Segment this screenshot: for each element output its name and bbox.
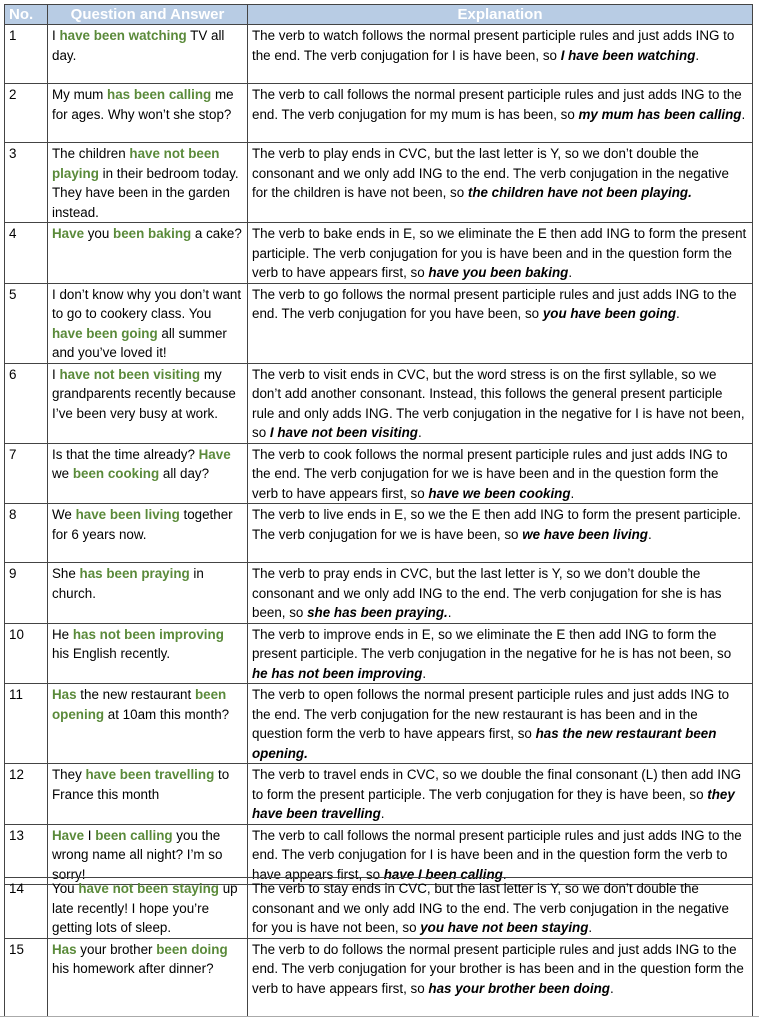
explanation-text: The verb to pray ends in CVC, but the last letter is Y, so we don’t double the consonant and we only add ING to the end. The verb conjugation for she is has been, so xyxy=(252,566,722,620)
explanation-cell xyxy=(248,878,753,939)
verb-answer: has been calling xyxy=(107,87,212,102)
exercise-table xyxy=(4,4,753,885)
question-text: I xyxy=(52,28,60,43)
table-row xyxy=(5,938,753,1016)
question-text: all summer and you’ve loved it! xyxy=(52,325,227,360)
explanation-cell xyxy=(248,84,753,143)
question-text: together for 6 years now. xyxy=(52,507,233,542)
question-text: My mum xyxy=(52,87,108,102)
explanation-cell xyxy=(248,938,753,1016)
table-row xyxy=(5,764,753,825)
explanation-text: . xyxy=(417,425,422,440)
row-number: 14 xyxy=(5,878,48,939)
explanation-answer: we have been living xyxy=(522,526,648,542)
question-text: You xyxy=(52,881,79,896)
table-row xyxy=(5,223,753,284)
verb-answer: been baking xyxy=(113,226,192,241)
verb-answer: Have xyxy=(52,827,85,843)
explanation-text: The verb to call follows the normal present participle rules and just adds ING to the end. The verb conjugation for my mum is has been, so xyxy=(252,87,742,122)
header-question-answer: Question and Answer xyxy=(48,5,248,25)
explanation-text: The verb to improve ends in E, so we eliminate the E then add ING to form the present participle. The verb conjugation in the negative for he is has not been, so xyxy=(252,626,732,661)
row-number: 4 xyxy=(5,223,48,284)
table-row xyxy=(5,563,753,624)
table-row xyxy=(5,504,753,563)
row-number: 11 xyxy=(5,684,48,764)
table-row xyxy=(5,443,753,504)
explanation-text: . xyxy=(422,665,427,681)
explanation-text: . xyxy=(502,866,507,882)
explanation-answer: I have been watching xyxy=(560,47,696,63)
row-number: 9 xyxy=(5,563,48,624)
header-no: No. xyxy=(5,5,48,25)
explanation-text: . xyxy=(568,265,573,280)
question-text: my grandparents recently because I’ve been very busy at work. xyxy=(52,366,236,421)
verb-answer: Has xyxy=(52,941,77,957)
explanation-cell xyxy=(248,283,753,363)
table-row xyxy=(5,363,753,443)
explanation-cell xyxy=(248,363,753,443)
verb-answer: have not been playing xyxy=(52,146,220,181)
row-number: 12 xyxy=(5,764,48,825)
question-answer-cell xyxy=(48,143,248,223)
explanation-text: The verb to cook follows the normal present participle rules and just adds ING to the end. The verb conjugation for we is have been and in the question form the verb to have appears first, so xyxy=(252,446,728,501)
row-number: 3 xyxy=(5,143,48,223)
row-number: 10 xyxy=(5,623,48,684)
explanation-text: The verb to stay ends in CVC, but the last letter is Y, so we don’t double the consonant and we only add ING to the end. The verb conjugation in the negative for you is have not been, so xyxy=(252,881,729,935)
table-row xyxy=(5,143,753,223)
row-number: 7 xyxy=(5,443,48,504)
explanation-answer: have you been baking xyxy=(428,265,569,280)
row-number: 8 xyxy=(5,504,48,563)
explanation-text: The verb to watch follows the normal present participle rules and just adds ING to the end. The verb conjugation for I is have been, so xyxy=(252,28,735,63)
question-answer-cell xyxy=(48,938,248,1016)
explanation-text: The verb to bake ends in E, so we eliminate the E then add ING to form the present participle. The verb conjugation for you is have been and in the question form the verb to have appears first, so xyxy=(252,226,747,280)
explanation-answer: has your brother been doing xyxy=(428,980,610,996)
question-text: They xyxy=(52,767,86,782)
verb-answer: Have xyxy=(52,226,85,241)
explanation-text: The verb to visit ends in CVC, but the word stress is on the first syllable, so we don’t add another consonant. Instead, this follows the general present participle rule and only adds ING. The verb conjugation in the negative for I is have not been, so xyxy=(252,366,745,440)
explanation-answer: he has not been improving xyxy=(252,665,423,681)
question-text: we xyxy=(52,466,73,481)
verb-answer: been calling xyxy=(95,827,173,843)
explanation-cell xyxy=(248,443,753,504)
explanation-answer: she has been praying. xyxy=(307,605,448,620)
row-number: 1 xyxy=(5,25,48,84)
explanation-answer: has the new restaurant been opening. xyxy=(252,726,717,761)
row-number: 6 xyxy=(5,363,48,443)
question-answer-cell xyxy=(48,623,248,684)
row-number: 2 xyxy=(5,84,48,143)
verb-answer: have been watching xyxy=(59,28,187,43)
question-text: We xyxy=(52,507,76,522)
explanation-answer: my mum has been calling xyxy=(578,106,742,122)
table-row xyxy=(5,623,753,684)
explanation-answer: have we been cooking xyxy=(428,485,571,501)
explanation-text: . xyxy=(609,980,614,996)
explanation-text: The verb to call follows the normal present participle rules and just adds ING to the end. The verb conjugation for I is have been and in the question form the verb to have appears first, so xyxy=(252,827,742,882)
question-text: you xyxy=(84,226,114,241)
explanation-cell xyxy=(248,764,753,825)
explanation-cell xyxy=(248,563,753,624)
page-edge-line xyxy=(0,1016,759,1017)
verb-answer: have been travelling xyxy=(85,767,215,782)
verb-answer: been cooking xyxy=(72,466,160,481)
question-answer-cell xyxy=(48,764,248,825)
explanation-text: The verb to go follows the normal present participle rules and just adds ING to the end. The verb conjugation for you have been, so xyxy=(252,286,737,321)
table-row xyxy=(5,25,753,84)
verb-answer: Have xyxy=(198,446,231,462)
explanation-answer: have I been calling xyxy=(383,866,503,882)
header-row xyxy=(5,5,753,25)
explanation-answer: the children have not been playing. xyxy=(467,185,692,200)
question-text: all day? xyxy=(159,466,210,481)
verb-answer: has not been improving xyxy=(72,626,224,642)
question-text: The children xyxy=(52,146,130,161)
question-answer-cell xyxy=(48,84,248,143)
question-answer-cell xyxy=(48,443,248,504)
explanation-text: . xyxy=(380,806,385,821)
verb-answer: has been praying xyxy=(79,566,190,581)
verb-answer: Has xyxy=(52,687,77,702)
question-text: He xyxy=(52,626,73,642)
question-text: in their bedroom today. They have been in the garden instead. xyxy=(52,165,239,220)
question-answer-cell xyxy=(48,283,248,363)
verb-answer: have not been visiting xyxy=(59,366,201,382)
question-answer-cell xyxy=(48,363,248,443)
explanation-text: . xyxy=(447,605,452,620)
explanation-text: . xyxy=(676,306,680,321)
table-row xyxy=(5,84,753,143)
explanation-text: . xyxy=(588,920,593,935)
explanation-text: The verb to live ends in E, so we the E then add ING to form the present participle. The verb conjugation for we is have been, so xyxy=(252,507,742,542)
question-text: his English recently. xyxy=(52,646,171,661)
verb-answer: have been going xyxy=(52,325,158,341)
explanation-text: . xyxy=(570,485,575,501)
verb-answer: been doing xyxy=(156,941,228,957)
verb-answer: have been living xyxy=(75,507,180,522)
row-number: 15 xyxy=(5,938,48,1016)
question-text: I xyxy=(84,827,96,843)
question-text: to France this month xyxy=(52,767,230,802)
question-text: in church. xyxy=(52,566,204,601)
exercise-table-continued xyxy=(4,877,753,1017)
question-text: a cake? xyxy=(191,226,242,241)
question-text: at 10am this month? xyxy=(104,706,230,722)
question-text: She xyxy=(52,566,80,581)
explanation-text: The verb to travel ends in CVC, so we double the final consonant (L) then add ING to form the present participle. The verb conjugation for they is have been, so xyxy=(252,767,742,802)
question-text: I don’t know why you don’t want to go to cookery class. You xyxy=(52,286,242,321)
table-row xyxy=(5,878,753,939)
question-text: I xyxy=(52,366,60,382)
header-explanation: Explanation xyxy=(248,5,753,25)
question-text: me for ages. Why won’t she stop? xyxy=(52,87,234,122)
question-answer-cell xyxy=(48,223,248,284)
question-text: up late recently! I hope you’re getting lots of sleep. xyxy=(52,881,238,935)
verb-answer: have not been staying xyxy=(78,881,219,896)
explanation-answer: you have not been staying xyxy=(420,920,589,935)
table-row xyxy=(5,824,753,885)
verb-answer: been opening xyxy=(52,687,227,722)
explanation-answer: I have not been visiting xyxy=(269,425,418,440)
explanation-cell xyxy=(248,684,753,764)
question-text: you the wrong name all night? I’m so sorry! xyxy=(52,827,223,882)
question-text: TV all day. xyxy=(52,28,225,63)
explanation-answer: they have been travelling xyxy=(252,786,735,821)
question-text: Is that the time already? xyxy=(52,446,199,462)
row-number: 13 xyxy=(5,824,48,885)
question-answer-cell xyxy=(48,563,248,624)
row-number: 5 xyxy=(5,283,48,363)
question-answer-cell xyxy=(48,684,248,764)
explanation-text: . xyxy=(741,106,746,122)
question-text: the new restaurant xyxy=(76,687,195,702)
table-row xyxy=(5,283,753,363)
question-text: your brother xyxy=(76,941,157,957)
question-answer-cell xyxy=(48,504,248,563)
explanation-text: . xyxy=(648,526,652,542)
explanation-cell xyxy=(248,824,753,885)
question-answer-cell xyxy=(48,878,248,939)
explanation-text: The verb to do follows the normal present participle rules and just adds ING to the end. The verb conjugation for your brother is has been and in the question form the verb to have appears first, so xyxy=(252,941,744,996)
table-row xyxy=(5,684,753,764)
explanation-text: The verb to play ends in CVC, but the last letter is Y, so we don’t double the consonant and we only add ING to the end. The verb conjugation in the negative for the children is have not been, so xyxy=(252,146,729,200)
explanation-text: . xyxy=(695,47,700,63)
explanation-cell xyxy=(248,223,753,284)
explanation-text: The verb to open follows the normal present participle rules and just adds ING to the end. The verb conjugation for the new restaurant is has been and in the question form the verb to have appears first, so xyxy=(252,687,730,741)
explanation-cell xyxy=(248,25,753,84)
explanation-answer: you have been going xyxy=(542,306,677,321)
question-answer-cell xyxy=(48,824,248,885)
question-text: his homework after dinner? xyxy=(52,961,214,976)
question-answer-cell xyxy=(48,25,248,84)
explanation-cell xyxy=(248,623,753,684)
explanation-cell xyxy=(248,143,753,223)
explanation-cell xyxy=(248,504,753,563)
